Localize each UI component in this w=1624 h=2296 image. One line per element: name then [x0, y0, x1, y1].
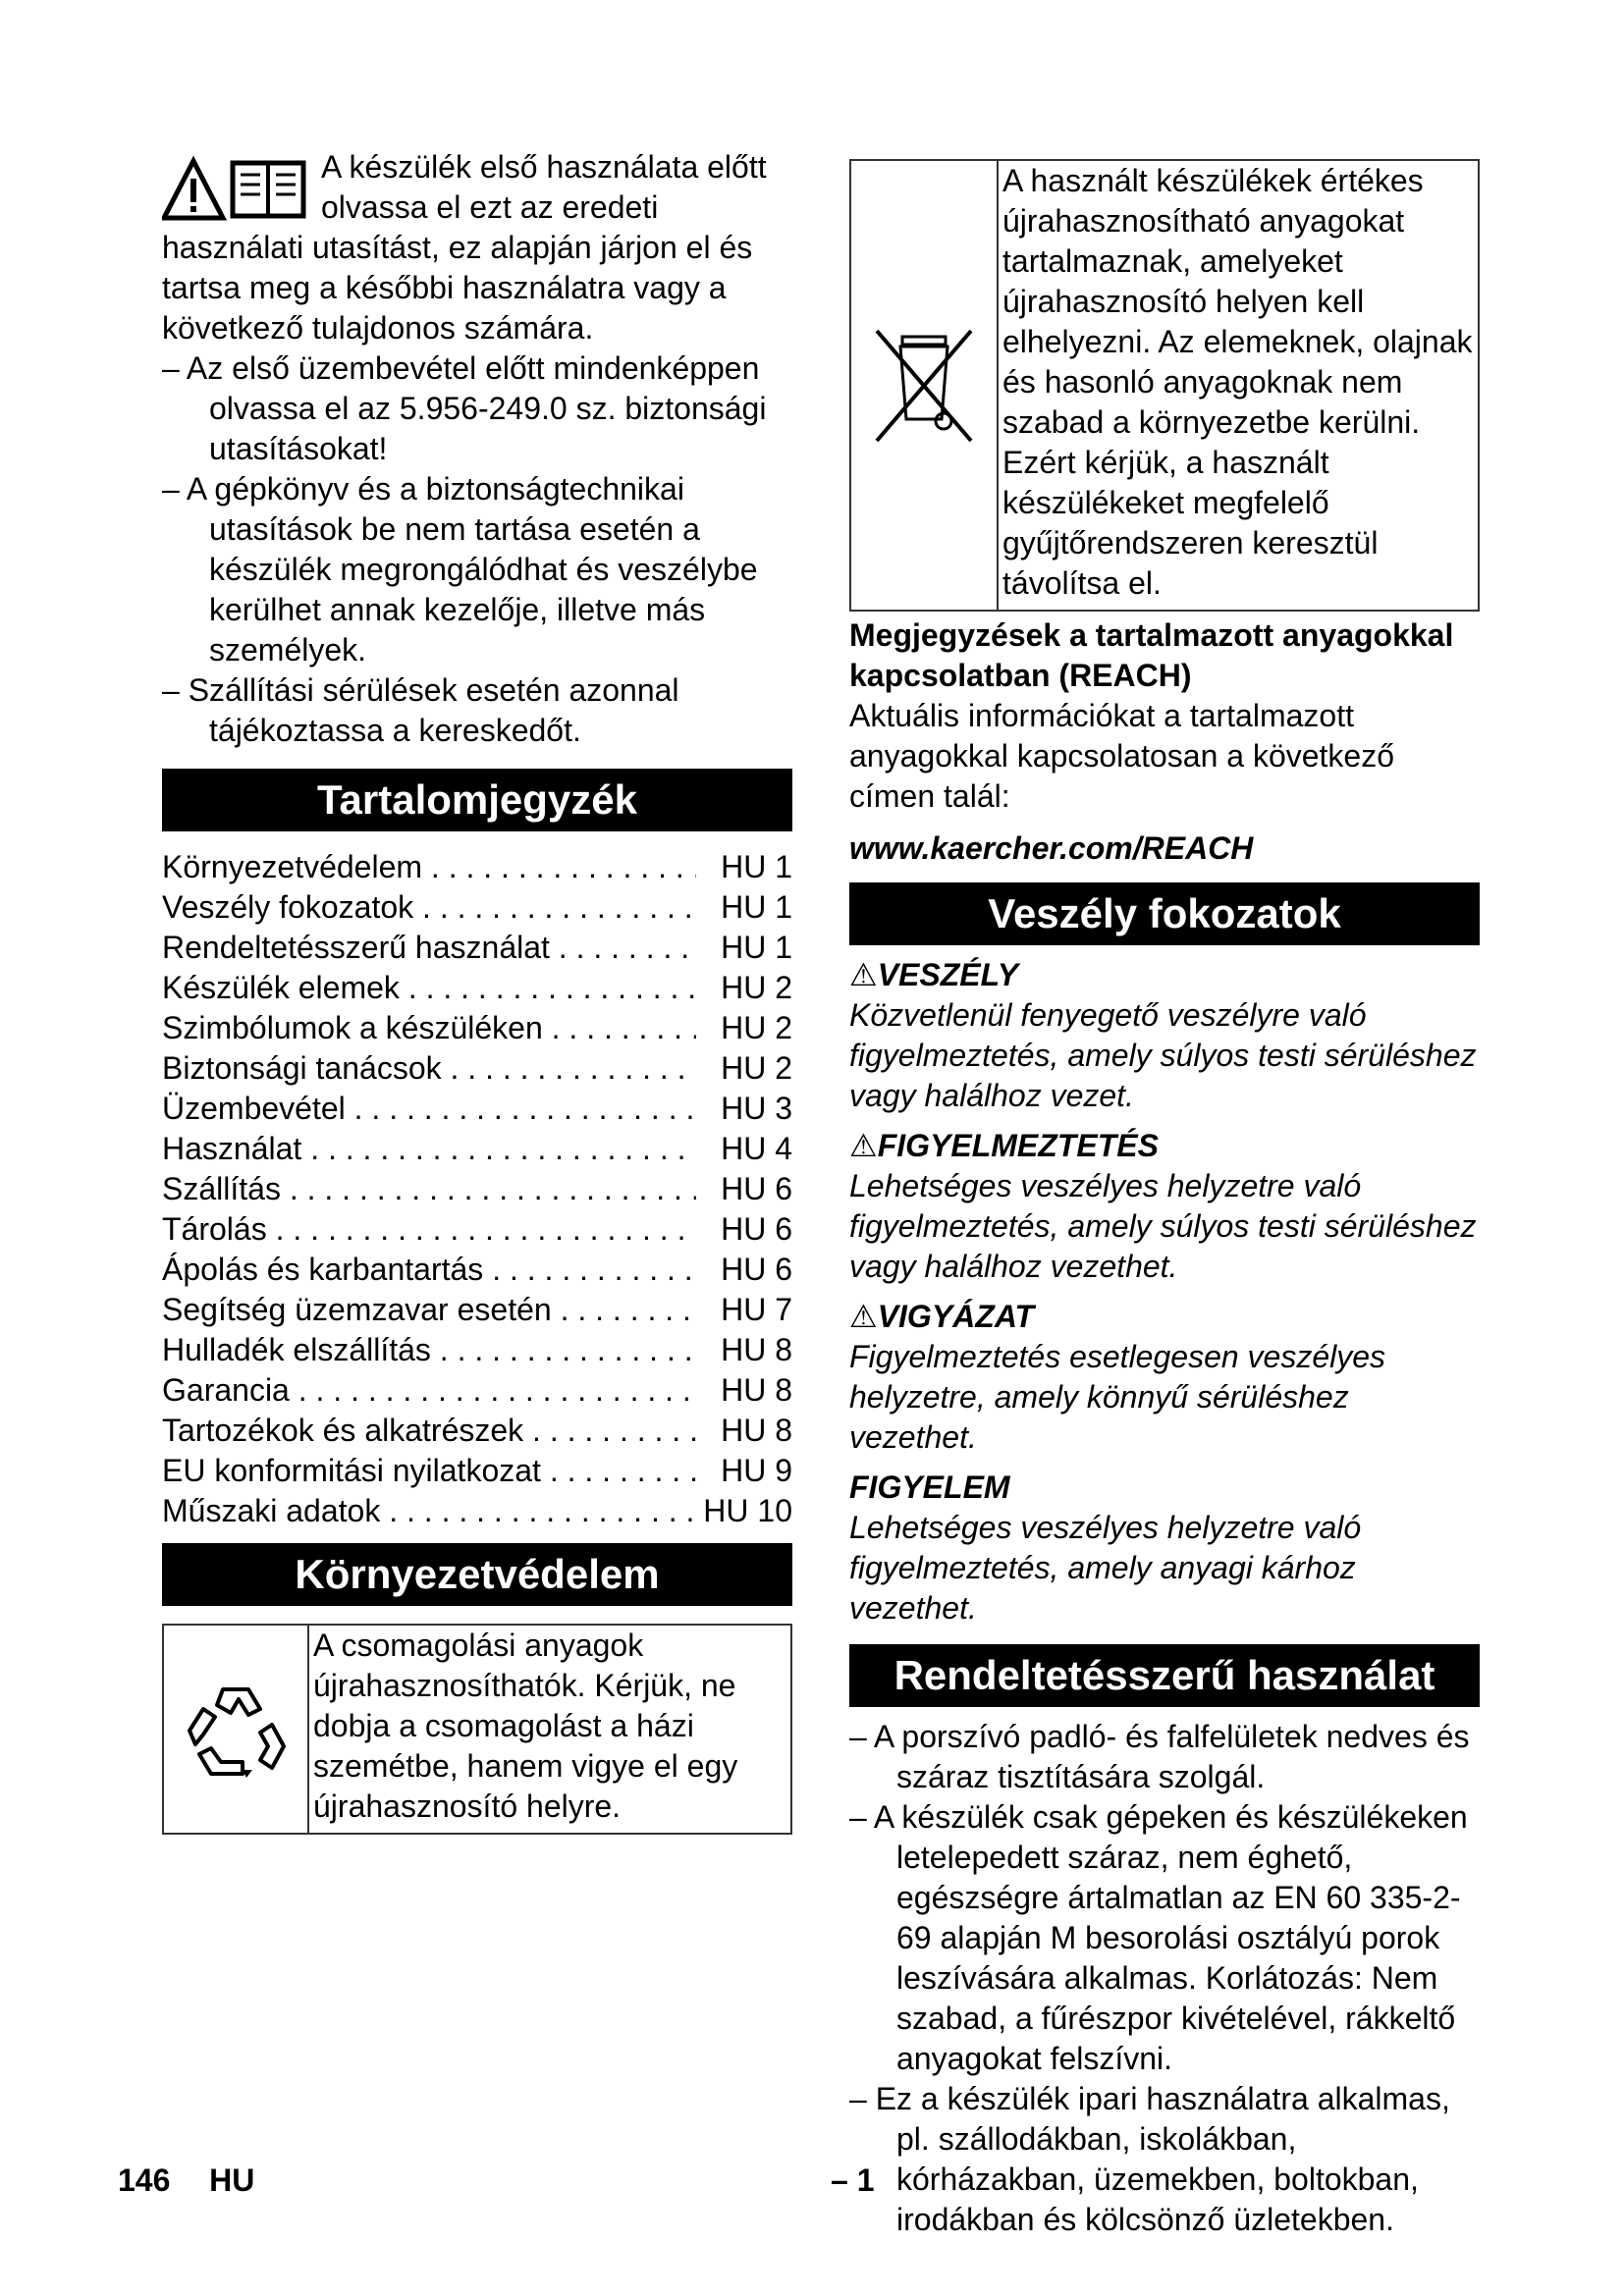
danger-levels-list: [849, 955, 1480, 1629]
toc-page: HU 1: [696, 928, 792, 968]
environment-box: [162, 1624, 792, 1835]
danger-text: Figyelmeztetés esetlegesen veszélyes helyzetre, amely könnyű sérüléshez vezethet.: [849, 1339, 1386, 1455]
waste-disposal-box: [849, 159, 1480, 612]
waste-disposal-text: A használt készülékek értékes újrahasznosítható anyagokat tartalmaznak, amelyeket újrahasznosító helyen kell elhelyezni. Az elemeknek, olajnak és hasonló anyagoknak nem szabad a környezetbe kerülni. Ezért kérjük, a használt készülékeket megfelelő gyűjtőrendszeren keresztül távolítsa el.: [1002, 163, 1473, 601]
table-of-contents: [162, 847, 792, 1531]
toc-row[interactable]: [162, 1370, 792, 1411]
toc-page: HU 6: [696, 1250, 792, 1290]
intended-use-list: [849, 1717, 1480, 2240]
toc-title: Szállítás . . .: [162, 1169, 696, 1209]
intro-icons: [162, 155, 309, 224]
right-column: [849, 147, 1480, 2240]
toc-page: HU 8: [696, 1411, 792, 1451]
toc-row[interactable]: [162, 1491, 792, 1531]
toc-title: Hulladék elszállítás . . .: [162, 1330, 696, 1370]
toc-page: HU 1: [696, 887, 792, 928]
danger-text: Közvetlenül fenyegető veszélyre való figyelmeztetés, amely súlyos testi sérüléshez vagy halálhoz vezet.: [849, 997, 1477, 1113]
environment-heading: Környezetvédelem: [162, 1543, 792, 1606]
toc-page: HU 6: [696, 1209, 792, 1250]
toc-title: Biztonsági tanácsok . . .: [162, 1048, 696, 1089]
toc-page: HU 2: [696, 1048, 792, 1089]
intro-text: A készülék első használata előtt olvassa el ezt az eredeti használati utasítást, ez alapján járjon el és tartsa meg a későbbi használatra vagy a következő tulajdonos számára.: [162, 149, 767, 346]
toc-row[interactable]: [162, 1129, 792, 1169]
intended-use-bullet: – A készülék csak gépeken és készülékeken letelepedett száraz, nem éghető, egészségre ártalmatlan az EN 60 335-2-69 alapján M besorolási osztályú porok leszívására alkalmas. Korlátozás: Nem szabad, a fűrészpor kivételével, rákkeltő anyagokat felszívni.: [849, 1799, 1468, 2076]
reach-text: Aktuális információkat a tartalmazott anyagokkal kapcsolatosan a következő címen talál:: [849, 698, 1395, 814]
toc-title: Rendeltetésszerű használat . . .: [162, 928, 696, 968]
section-page-number: – 1: [831, 2163, 875, 2198]
toc-page: HU 8: [696, 1370, 792, 1411]
reach-link[interactable]: www.kaercher.com/REACH: [849, 830, 1254, 866]
toc-row[interactable]: [162, 1209, 792, 1250]
intro-bullet: – Az első üzembevétel előtt mindenképpen olvassa el az 5.956-249.0 sz. biztonsági utasításokat!: [162, 350, 767, 466]
intended-use-bullet: – Ez a készülék ipari használatra alkalmas, pl. szállodákban, iskolákban, kórházakban, üzemekben, boltokban, irodákban és kölcsönző üzletekben.: [849, 2081, 1450, 2237]
toc-page: HU 2: [696, 1008, 792, 1048]
danger-label: ⚠FIGYELMEZTETÉS: [849, 1128, 1159, 1163]
toc-page: HU 9: [696, 1451, 792, 1491]
toc-title: Környezetvédelem . . .: [162, 847, 696, 887]
danger-text: Lehetséges veszélyes helyzetre való figyelmeztetés, amely súlyos testi sérüléshez vagy halálhoz vezethet.: [849, 1168, 1477, 1284]
toc-page: HU 2: [696, 968, 792, 1008]
toc-row[interactable]: [162, 1008, 792, 1048]
environment-text: A csomagolási anyagok újrahasznosíthatók. Kérjük, ne dobja a csomagolást a házi szemétbe, hanem vigye el egy újrahasznosító helyre.: [313, 1628, 738, 1824]
toc-row[interactable]: [162, 1451, 792, 1491]
toc-page: HU 1: [696, 847, 792, 887]
toc-title: Műszaki adatok . . .: [162, 1491, 696, 1531]
intro-bullet: – Szállítási sérülések esetén azonnal tájékoztassa a kereskedőt.: [162, 672, 679, 748]
danger-label: ⚠VIGYÁZAT: [849, 1299, 1035, 1334]
danger-label: ⚠VESZÉLY: [849, 957, 1019, 992]
reach-heading: Megjegyzések a tartalmazott anyagokkal kapcsolatban (REACH): [849, 617, 1454, 693]
toc-title: Veszély fokozatok . . .: [162, 887, 696, 928]
toc-row[interactable]: [162, 1048, 792, 1089]
toc-row[interactable]: [162, 1089, 792, 1129]
toc-title: Tartozékok és alkatrészek . . .: [162, 1411, 696, 1451]
toc-title: Készülék elemek . . .: [162, 968, 696, 1008]
toc-page: HU 10: [696, 1491, 792, 1531]
danger-label: FIGYELEM: [849, 1469, 1010, 1505]
toc-row[interactable]: [162, 847, 792, 887]
toc-title: Szimbólumok a készüléken . . .: [162, 1008, 696, 1048]
toc-title: Ápolás és karbantartás . . .: [162, 1250, 696, 1290]
page-number: 146: [118, 2163, 171, 2198]
toc-row[interactable]: [162, 928, 792, 968]
toc-row[interactable]: [162, 1411, 792, 1451]
toc-title: Tárolás . . .: [162, 1209, 696, 1250]
left-column: [162, 147, 792, 1835]
toc-title: Használat . . .: [162, 1129, 696, 1169]
toc-row[interactable]: [162, 887, 792, 928]
danger-levels-heading: Veszély fokozatok: [849, 882, 1480, 945]
toc-page: HU 6: [696, 1169, 792, 1209]
footer-page-info: [118, 2161, 254, 2201]
toc-row[interactable]: [162, 968, 792, 1008]
toc-title: Garancia . . .: [162, 1370, 696, 1411]
toc-page: HU 8: [696, 1330, 792, 1370]
toc-page: HU 7: [696, 1290, 792, 1330]
intro-bullet: – A gépkönyv és a biztonságtechnikai utasítások be nem tartása esetén a készülék megrongálódhat és veszélybe kerülhet annak kezelője, illetve más személyek.: [162, 471, 758, 667]
toc-row[interactable]: [162, 1169, 792, 1209]
toc-row[interactable]: [162, 1330, 792, 1370]
warning-triangle-icon: [164, 161, 223, 218]
intro-section: [162, 147, 792, 751]
toc-title: EU konformitási nyilatkozat . . .: [162, 1451, 696, 1491]
intended-use-bullet: – A porszívó padló- és falfelületek nedves és száraz tisztítására szolgál.: [849, 1719, 1470, 1794]
toc-heading: Tartalomjegyzék: [162, 769, 792, 831]
recycling-icon: [164, 1626, 309, 1833]
intended-use-heading: Rendeltetésszerű használat: [849, 1644, 1480, 1707]
manual-book-icon: [233, 163, 303, 216]
toc-page: HU 3: [696, 1089, 792, 1129]
toc-row[interactable]: [162, 1290, 792, 1330]
danger-text: Lehetséges veszélyes helyzetre való figyelmeztetés, amely anyagi kárhoz vezethet.: [849, 1510, 1362, 1626]
page-language: HU: [209, 2163, 255, 2198]
toc-title: Segítség üzemzavar esetén . . .: [162, 1290, 696, 1330]
toc-page: HU 4: [696, 1129, 792, 1169]
toc-title: Üzembevétel . . .: [162, 1089, 696, 1129]
crossed-bin-icon: [851, 161, 999, 610]
toc-row[interactable]: [162, 1250, 792, 1290]
